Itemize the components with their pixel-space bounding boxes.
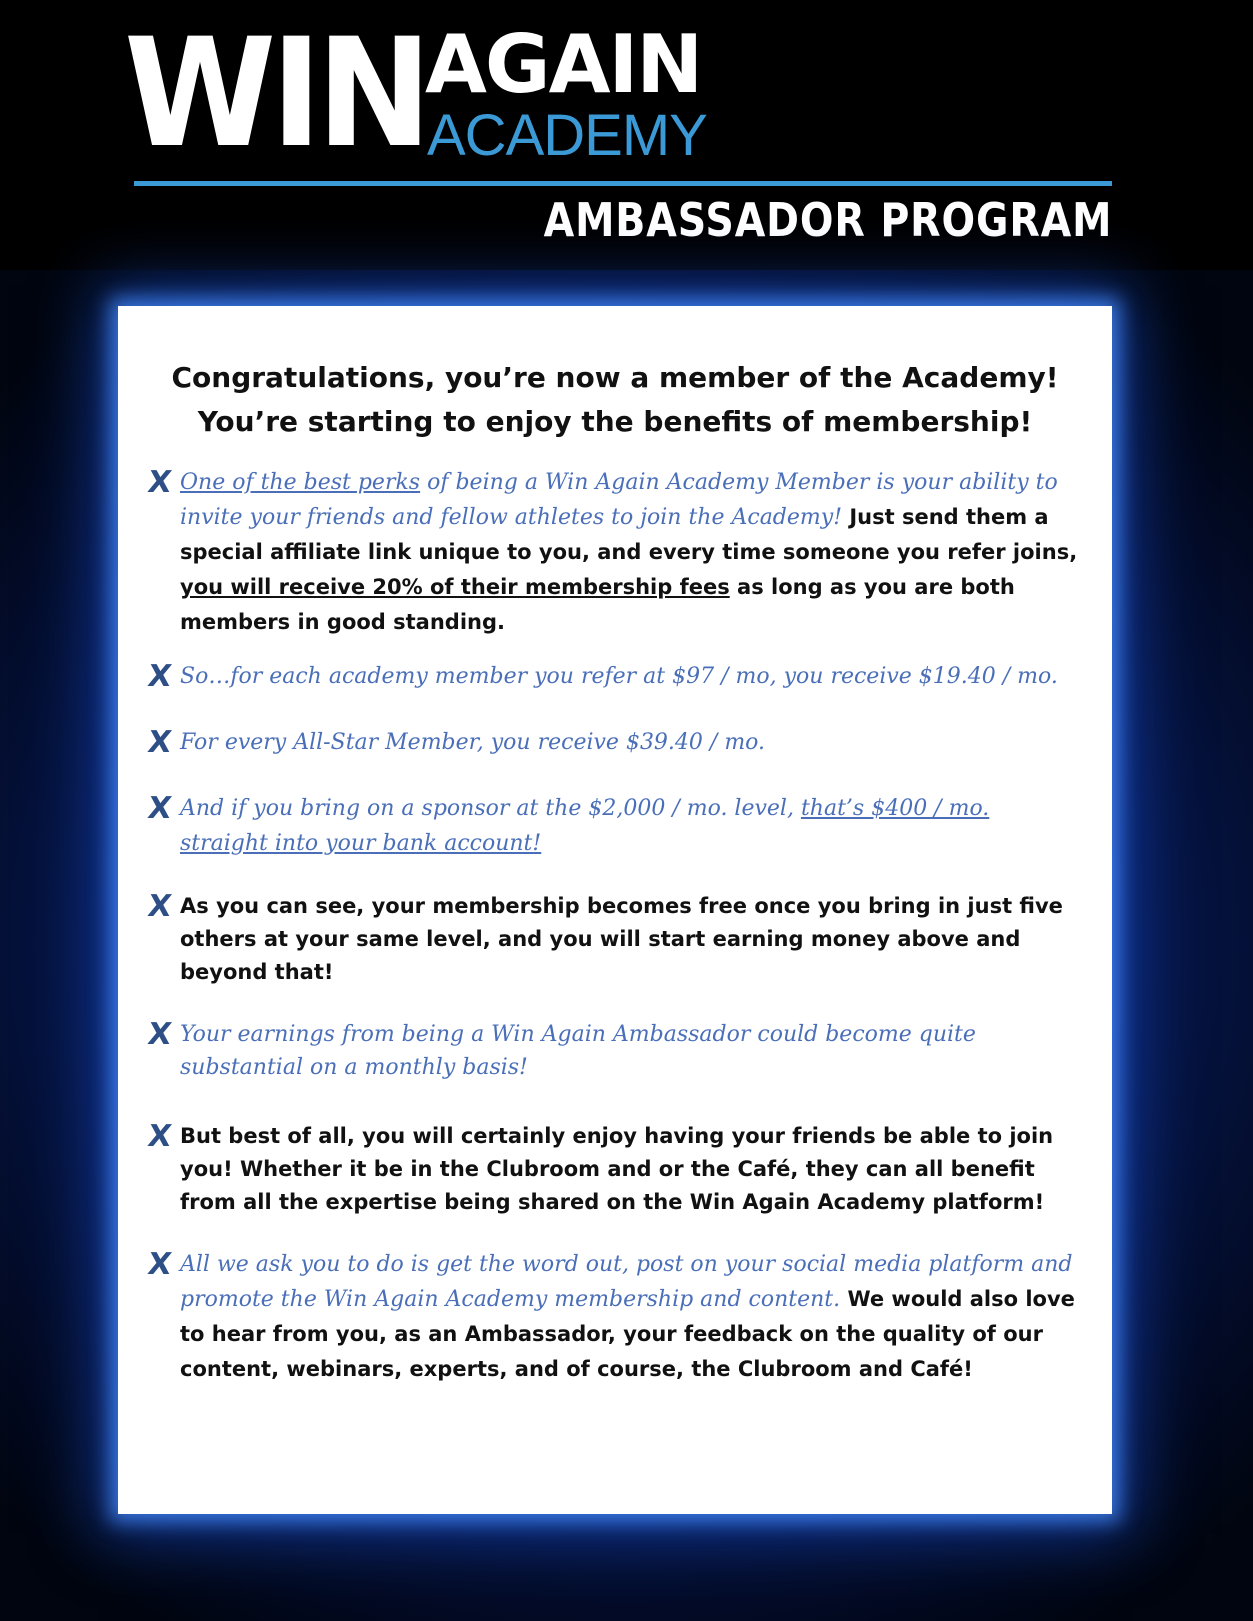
item-bold: We would also love to hear from you, as an Ambassador, your feedback on the quality of our content, webinars, experts, and of course, the Clubroom and Café!	[180, 1287, 1075, 1381]
logo-academy-text: ACADEMY	[427, 103, 707, 168]
item-text	[180, 466, 1080, 641]
x-mark-icon: X	[145, 725, 174, 760]
heading-line-2: You’re starting to enjoy the benefits of membership!	[197, 405, 1033, 438]
item-text: Your earnings from being a Win Again Ambassador could become quite substantial on a monthly basis!	[180, 1022, 976, 1080]
x-mark-icon: X	[145, 889, 174, 924]
item-handwritten: All we ask you to do is get the word out, post on your social media platform and promote the Win Again Academy membership and content.	[180, 1252, 1073, 1312]
x-mark-icon: X	[145, 1119, 174, 1154]
header-divider	[134, 181, 1112, 186]
item-text	[180, 792, 1080, 862]
x-mark-icon: X	[145, 1247, 174, 1282]
item-bold: Just send them a special affiliate link unique to you, and every time someone you refer joins,	[180, 505, 1078, 564]
item-text	[180, 1248, 1080, 1388]
item-handwritten-underlined: that’s $400 / mo. straight into your bank account!	[180, 796, 990, 856]
card-heading	[118, 356, 1112, 444]
item-text: But best of all, you will certainly enjoy having your friends be able to join you! Whether it be in the Clubroom and or the Café, they can all benefit from all the expertise being shared on the Win Again Academy platform!	[180, 1124, 1054, 1214]
header-banner	[0, 0, 1253, 270]
x-mark-icon: X	[145, 791, 174, 826]
item-handwritten-underlined: One of the best perks	[180, 470, 421, 495]
content-card	[118, 306, 1112, 1514]
x-mark-icon: X	[145, 465, 174, 500]
item-text: For every All-Star Member, you receive $39.40 / mo.	[180, 730, 766, 755]
program-title: AMBASSADOR PROGRAM	[543, 193, 1112, 247]
logo-again-text: AGAIN	[425, 18, 702, 111]
item-bold-underlined: you will receive 20% of their membership fees	[180, 575, 730, 599]
logo-win-text: WIN	[124, 7, 427, 181]
item-text: As you can see, your membership becomes free once you bring in just five others at your same level, and you will start earning money above and beyond that!	[180, 894, 1063, 984]
x-mark-icon: X	[145, 1017, 174, 1052]
x-mark-icon: X	[145, 659, 174, 694]
item-handwritten: of being a Win Again Academy Member is your ability to invite your friends and fellow athletes to join the Academy!	[180, 470, 1058, 530]
item-handwritten: And if you bring on a sponsor at the $2,000 / mo. level,	[180, 796, 801, 821]
item-bold: as long as you are both members in good standing.	[180, 575, 1015, 634]
heading-line-1: Congratulations, you’re now a member of the Academy!	[171, 361, 1059, 394]
item-text: So…for each academy member you refer at $97 / mo, you receive $19.40 / mo.	[180, 664, 1058, 689]
